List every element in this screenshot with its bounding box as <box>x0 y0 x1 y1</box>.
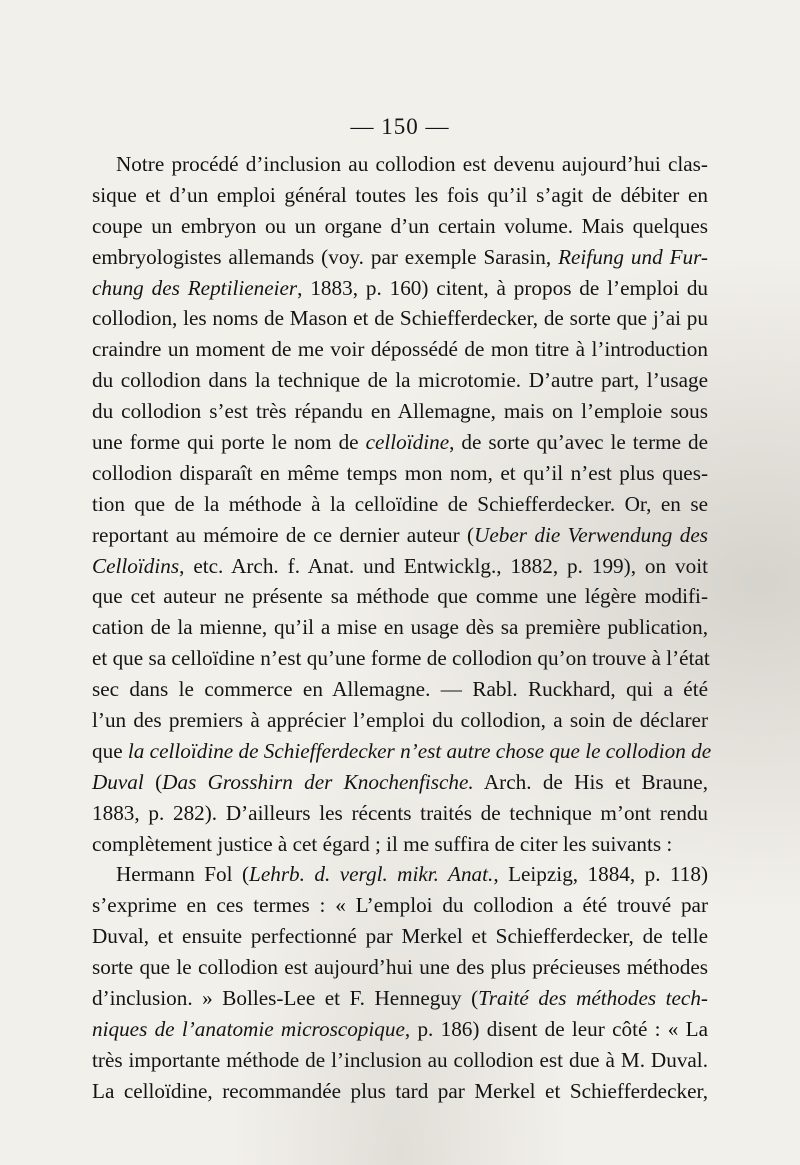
page-number: — 150 — <box>350 114 450 139</box>
text-line <box>92 736 712 767</box>
text-segment: que <box>92 738 128 763</box>
text-line <box>92 890 708 921</box>
text-segment: sique et d’un emploi général toutes les fois qu’il s’agit de débiter en <box>92 182 708 207</box>
text-line <box>92 1014 708 1045</box>
text-segment: l’un des premiers à apprécier l’emploi du collodion, a soin de déclarer <box>92 708 708 733</box>
text-segment: que cet auteur ne présente sa méthode que comme une légère modifi- <box>92 584 708 609</box>
text-segment: du collodion s’est très répandu en Allemagne, mais on l’emploie sous <box>92 399 708 424</box>
text-segment: 1883, p. 282). D’ailleurs les récents traités de technique m’ont rendu <box>92 800 708 825</box>
text-segment: , 1883, p. 160) citent, à propos de l’emploi du <box>297 275 709 300</box>
text-segment: collodion, les noms de Mason et de Schiefferdecker, de sorte que j’ai pu <box>92 306 708 331</box>
text-line <box>92 705 708 736</box>
italic-text: Traité des méthodes tech- <box>478 986 708 1011</box>
text-line <box>92 334 708 365</box>
text-segment: du collodion dans la technique de la microtomie. D’autre part, l’usage <box>92 368 708 393</box>
text-line <box>92 767 708 798</box>
italic-text: Lehrb. d. vergl. mikr. Anat. <box>249 862 494 887</box>
text-line <box>92 520 708 551</box>
text-segment: tion que de la méthode à la celloïdine de Schiefferdecker. Or, en se <box>92 491 708 516</box>
text-segment: , de sorte qu’avec le terme de <box>449 430 708 455</box>
text-segment: , p. 186) disent de leur côté : « La <box>404 1016 709 1041</box>
text-segment: coupe un embryon ou un organe d’un certain volume. Mais quelques <box>92 213 708 238</box>
text-line <box>92 798 708 829</box>
text-segment: et que sa celloïdine n’est qu’une forme de collodion qu’on trouve à l’état <box>92 646 710 671</box>
italic-text: la celloïdine de Schiefferdecker n’est autre chose que le collodion de <box>127 738 712 763</box>
text-segment: Hermann Fol ( <box>116 862 250 887</box>
text-line <box>92 952 708 983</box>
text-segment: sec dans le commerce en Allemagne. — Rabl. Ruckhard, qui a été <box>92 677 708 702</box>
text-line <box>92 551 708 582</box>
text-segment: très importante méthode de l’inclusion au collodion est due à M. Duval. <box>92 1047 708 1072</box>
text-segment: embryologistes allemands (voy. par exemple Sarasin, <box>92 244 559 269</box>
text-segment: Notre procédé d’inclusion au collodion est devenu aujourd’hui clas- <box>116 152 708 176</box>
text-segment: , etc. Arch. f. Anat. und Entwicklg., 1882, p. 199), on voit <box>179 553 708 578</box>
text-line <box>92 983 708 1014</box>
text-line <box>92 581 708 612</box>
text-line <box>92 242 708 273</box>
text-segment: cation de la mienne, qu’il a mise en usage dès sa première publication, <box>92 615 708 640</box>
text-line <box>92 921 708 952</box>
italic-text: Das Grosshirn der Knochenfische. <box>162 769 474 794</box>
text-line <box>92 303 708 334</box>
text-segment: Arch. de His et Braune, <box>473 769 708 794</box>
text-line <box>92 427 708 458</box>
text-segment: La celloïdine, recommandée plus tard par Merkel et Schiefferdecker, <box>92 1078 708 1103</box>
text-segment: Duval, et ensuite perfectionné par Merkel et Schiefferdecker, de telle <box>92 924 708 949</box>
text-line <box>92 180 708 211</box>
text-segment: une forme qui porte le nom de <box>92 430 366 455</box>
text-segment: sorte que le collodion est aujourd’hui une des plus précieuses méthodes <box>92 955 708 980</box>
italic-text: niques de l’anatomie microscopique <box>92 1016 405 1041</box>
text-line <box>92 489 708 520</box>
text-line <box>92 612 708 643</box>
italic-text: celloïdine <box>365 430 450 455</box>
text-line <box>92 149 708 180</box>
text-segment: collodion disparaît en même temps mon nom, et qu’il n’est plus ques- <box>92 460 708 485</box>
text-line <box>92 211 708 242</box>
text-segment: craindre un moment de me voir dépossédé de mon titre à l’introduction <box>92 337 708 362</box>
text-segment: s’exprime en ces termes : « L’emploi du collodion a été trouvé par <box>92 893 708 918</box>
text-line <box>92 829 708 860</box>
italic-text: Celloïdins <box>92 553 180 578</box>
text-line <box>92 458 708 489</box>
italic-text: chung des Reptilieneier <box>92 275 298 300</box>
text-line <box>92 365 708 396</box>
text-segment: , Leipzig, 1884, p. 118) <box>493 862 708 887</box>
italic-text: Ueber die Verwendung des <box>474 522 708 547</box>
italic-text: Reifung und Fur- <box>558 244 708 269</box>
italic-text: Duval <box>92 769 144 794</box>
text-line <box>92 643 708 674</box>
text-segment: reportant au mémoire de ce dernier auteur ( <box>92 522 475 547</box>
text-line <box>92 1045 708 1076</box>
text-line <box>92 1076 708 1107</box>
text-line <box>92 396 708 427</box>
text-line <box>92 859 708 890</box>
text-line <box>92 674 708 705</box>
text-segment: ( <box>143 769 163 794</box>
body-text <box>92 149 712 1107</box>
text-segment: complètement justice à cet égard ; il me suffira de citer les suivants : <box>92 831 673 856</box>
text-segment: d’inclusion. » Bolles-Lee et F. Henneguy ( <box>92 986 479 1011</box>
text-line <box>92 273 708 304</box>
